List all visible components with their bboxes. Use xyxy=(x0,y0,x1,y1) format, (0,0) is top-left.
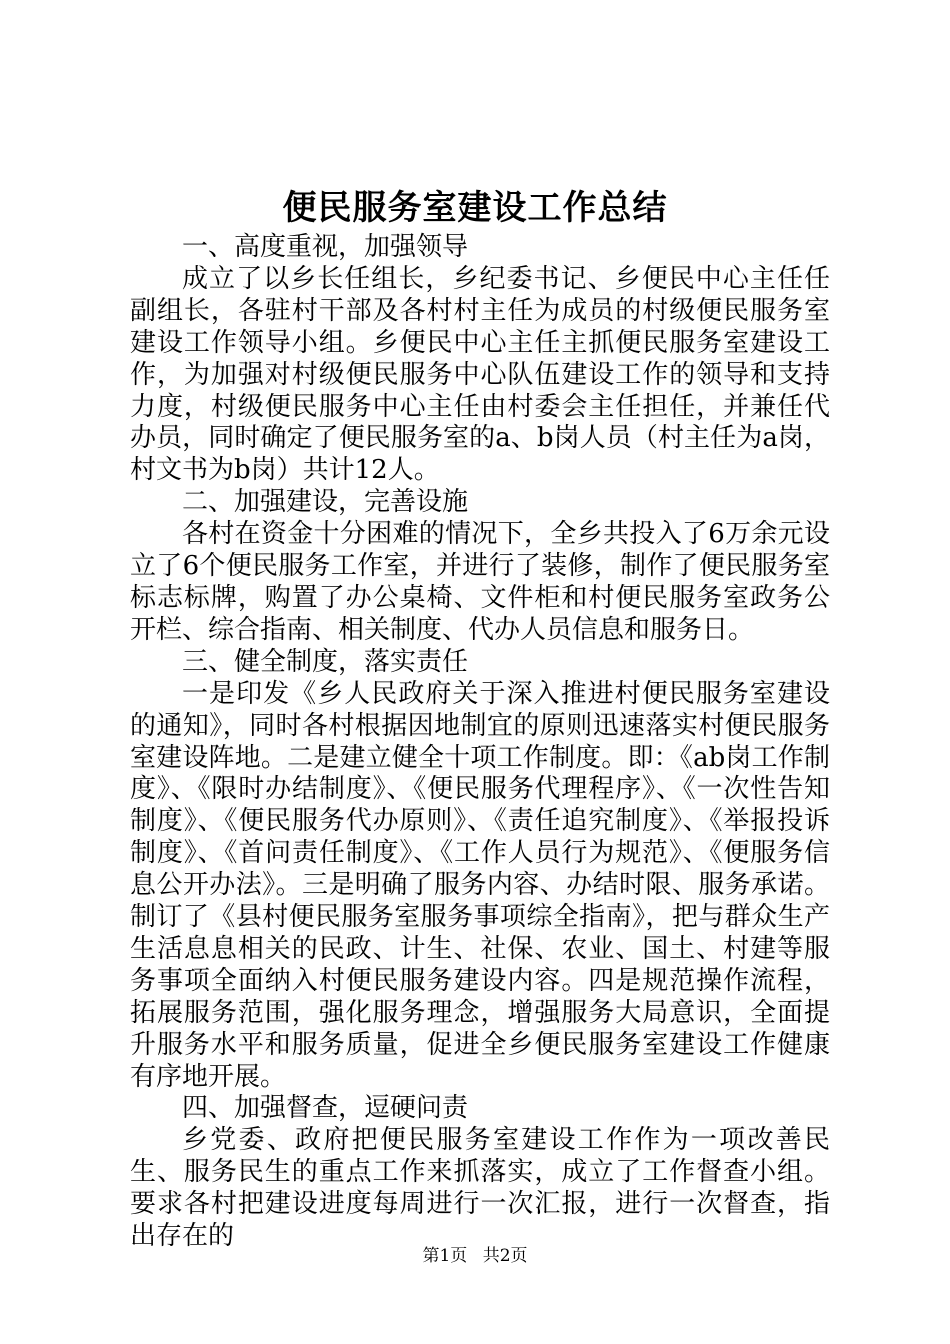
page-total: 共2页 xyxy=(482,1246,528,1266)
page-number: 第1页 xyxy=(422,1246,468,1266)
section-heading: 三、健全制度，落实责任 xyxy=(182,646,469,677)
section-heading: 四、加强督查，逗硬问责 xyxy=(182,1093,469,1124)
page-footer xyxy=(0,1244,950,1268)
section-paragraph: 乡党委、政府把便民服务室建设工作作为一项改善民生、服务民生的重点工作来抓落实，成立了工作督查小组。要求各村把建设进度每周进行一次汇报，进行一次督查，指出存在的 xyxy=(130,1125,830,1252)
section-heading: 一、高度重视，加强领导 xyxy=(182,232,469,262)
section-paragraph: 一是印发《乡人民政府关于深入推进村便民服务室建设的通知》，同时各村根据因地制宜的原则迅速落实村便民服务室建设阵地。二是建立健全十项工作制度。即：《ab岗工作制度》、《限时办结制度》、《便民服务代理程序》、《一次性告知制度》、《便民服务代办原则》、《责任追究制度》、《举报投诉制度》、《首问责任制度》、《工作人员行为规范》、《便服务信息公开办法》。三是明确了服务内容、办结时限、服务承诺。制订了《县村便民服务室服务事项综全指南》，把与群众生产生活息息相关的民政、计生、社保、农业、国土、村建等服务事项全面纳入村便民服务建设内容。四是规范操作流程，拓展服务范围，强化服务理念，增强服务大局意识，全面提升服务水平和服务质量，促进全乡便民服务室建设工作健康有序地开展。 xyxy=(130,678,830,1092)
section-heading: 二、加强建设，完善设施 xyxy=(182,487,469,518)
document-body xyxy=(130,232,830,1253)
document-title: 便民服务室建设工作总结 xyxy=(282,188,668,228)
section-paragraph: 各村在资金十分困难的情况下，全乡共投入了6万余元设立了6个便民服务工作室，并进行了装修，制作了便民服务室标志标牌，购置了办公桌椅、文件柜和村便民服务室政务公开栏、综合指南、相关制度、代办人员信息和服务日。 xyxy=(130,519,830,645)
section-paragraph: 成立了以乡长任组长，乡纪委书记、乡便民中心主任任副组长，各驻村干部及各村村主任为成员的村级便民服务室建设工作领导小组。乡便民中心主任主抓便民服务室建设工作，为加强对村级便民服务中心队伍建设工作的领导和支持力度，村级便民服务中心主任由村委会主任担任，并兼任代办员，同时确定了便民服务室的a、b岗人员（村主任为a岗，村文书为b岗）共计12人。 xyxy=(130,263,830,486)
